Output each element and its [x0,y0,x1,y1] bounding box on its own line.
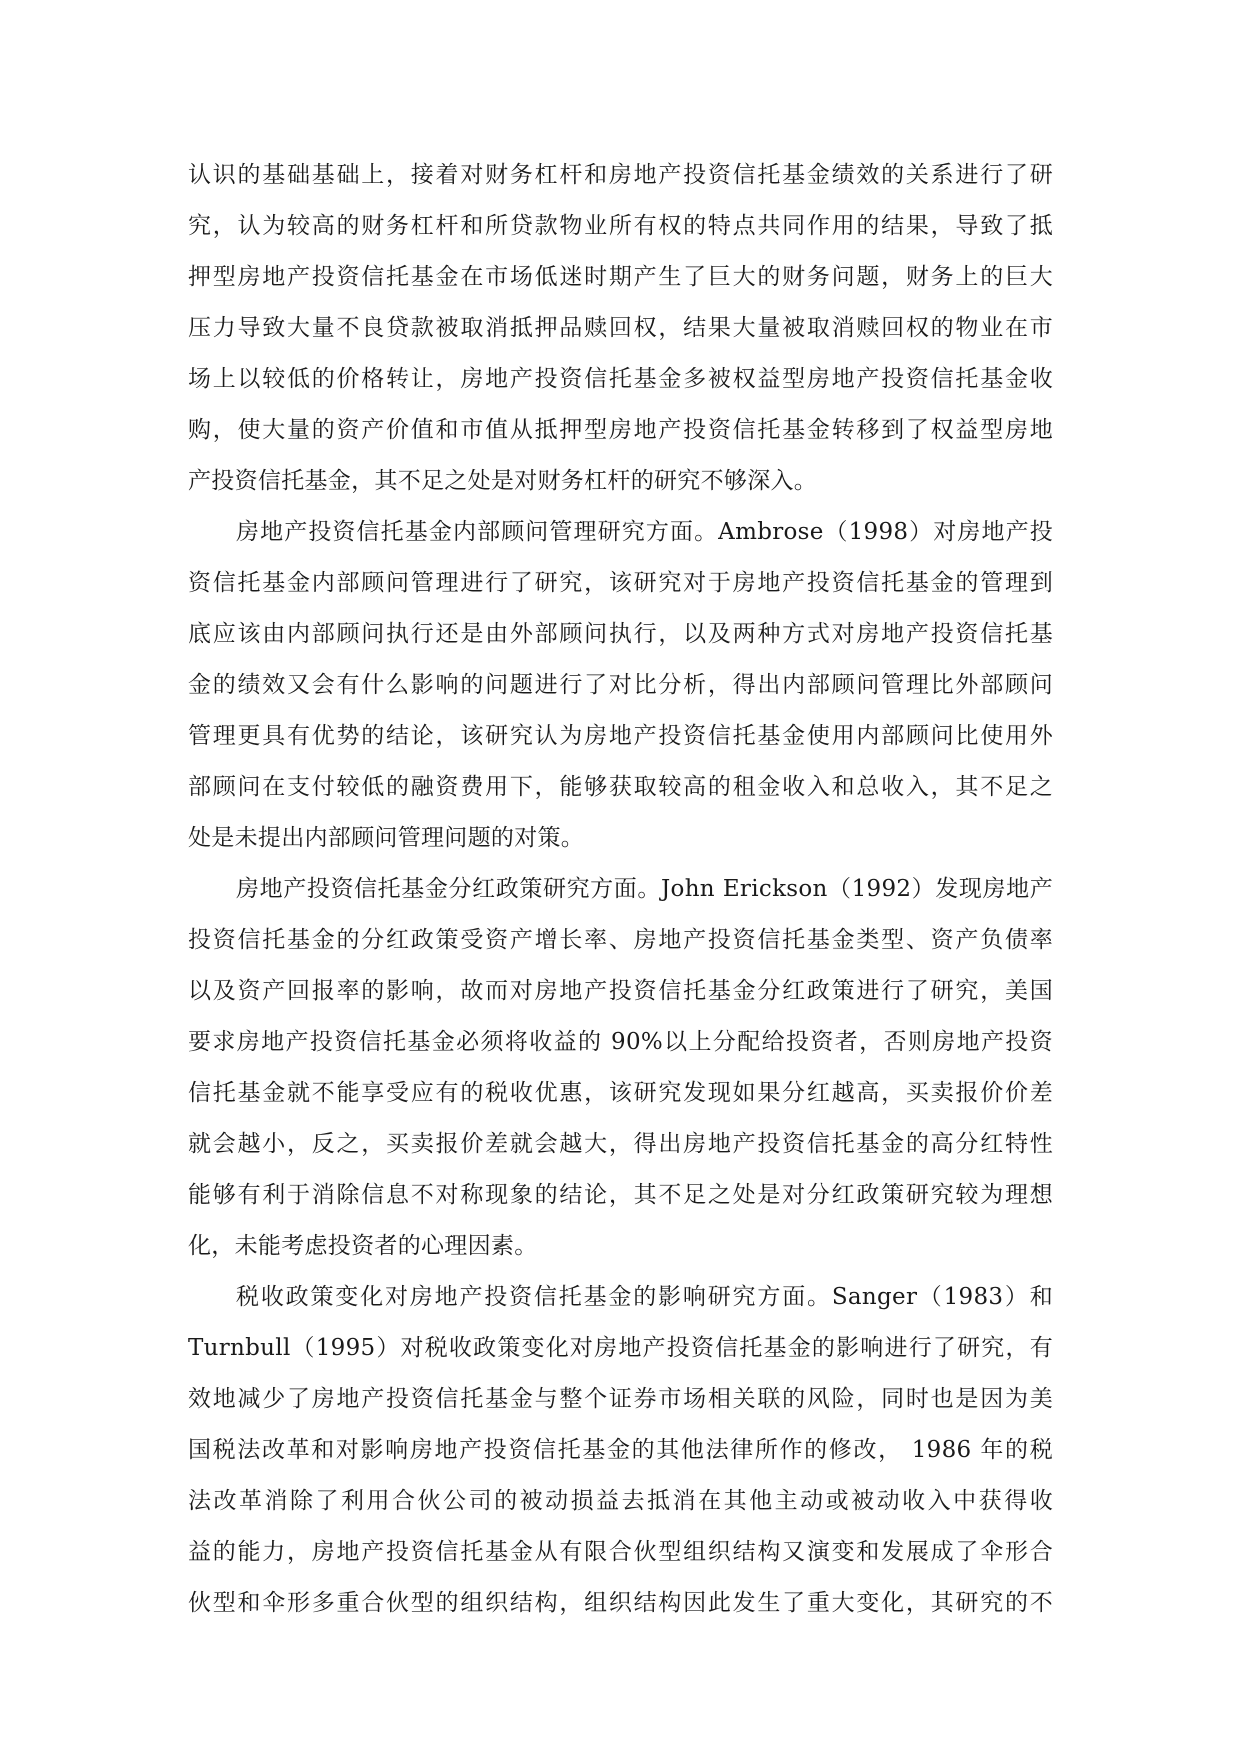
paragraph-internal-advisor [188,507,1053,864]
text-line: 产投资信托基金，其不足之处是对财务杠杆的研究不够深入。 [188,468,818,494]
text-line: 伙型和伞形多重合伙型的组织结构，组织结构因此发生了重大变化，其研究的不 [188,1590,1053,1616]
text-line: 国税法改革和对影响房地产投资信托基金的其他法律所作的修改， 1986 年的税 [188,1437,1053,1463]
text-line: Turnbull（1995）对税收政策变化对房地产投资信托基金的影响进行了研究，有 [188,1335,1053,1361]
text-line: 究，认为较高的财务杠杆和所贷款物业所有权的特点共同作用的结果，导致了抵 [188,213,1053,239]
paragraph-tax-policy [188,1272,1053,1629]
text-line: 要求房地产投资信托基金必须将收益的 90%以上分配给投资者，否则房地产投资 [188,1029,1053,1055]
text-line: 能够有利于消除信息不对称现象的结论，其不足之处是对分红政策研究较为理想 [188,1182,1053,1208]
text-line: 底应该由内部顾问执行还是由外部顾问执行，以及两种方式对房地产投资信托基 [188,621,1053,647]
text-line: 效地减少了房地产投资信托基金与整个证券市场相关联的风险，同时也是因为美 [188,1386,1053,1412]
text-line: 房地产投资信托基金分红政策研究方面。John Erickson（1992）发现房地产 [236,876,1053,902]
text-line: 押型房地产投资信托基金在市场低迷时期产生了巨大的财务问题，财务上的巨大 [188,264,1053,290]
text-line: 化，未能考虑投资者的心理因素。 [188,1233,538,1259]
text-line: 投资信托基金的分红政策受资产增长率、房地产投资信托基金类型、资产负债率 [188,927,1053,953]
text-line: 信托基金就不能享受应有的税收优惠，该研究发现如果分红越高，买卖报价价差 [188,1080,1053,1106]
text-line: 税收政策变化对房地产投资信托基金的影响研究方面。Sanger（1983）和 [236,1284,1053,1310]
text-line: 管理更具有优势的结论，该研究认为房地产投资信托基金使用内部顾问比使用外 [188,723,1053,749]
paragraph-dividend-policy [188,864,1053,1272]
text-line: 压力导致大量不良贷款被取消抵押品赎回权，结果大量被取消赎回权的物业在市 [188,315,1053,341]
text-line: 益的能力，房地产投资信托基金从有限合伙型组织结构又演变和发展成了伞形合 [188,1539,1053,1565]
text-line: 场上以较低的价格转让，房地产投资信托基金多被权益型房地产投资信托基金收 [188,366,1053,392]
text-line: 就会越小，反之，买卖报价差就会越大，得出房地产投资信托基金的高分红特性 [188,1131,1053,1157]
document-page [188,150,1053,1629]
text-line: 资信托基金内部顾问管理进行了研究，该研究对于房地产投资信托基金的管理到 [188,570,1053,596]
text-line: 部顾问在支付较低的融资费用下，能够获取较高的租金收入和总收入，其不足之 [188,774,1053,800]
text-line: 认识的基础基础上，接着对财务杠杆和房地产投资信托基金绩效的关系进行了研 [188,162,1053,188]
text-line: 处是未提出内部顾问管理问题的对策。 [188,825,585,851]
text-line: 房地产投资信托基金内部顾问管理研究方面。Ambrose（1998）对房地产投 [236,519,1053,545]
text-line: 购，使大量的资产价值和市值从抵押型房地产投资信托基金转移到了权益型房地 [188,417,1053,443]
text-line: 金的绩效又会有什么影响的问题进行了对比分析，得出内部顾问管理比外部顾问 [188,672,1053,698]
text-line: 以及资产回报率的影响，故而对房地产投资信托基金分红政策进行了研究，美国 [188,978,1053,1004]
paragraph-financial-leverage [188,150,1053,507]
text-line: 法改革消除了利用合伙公司的被动损益去抵消在其他主动或被动收入中获得收 [188,1488,1053,1514]
